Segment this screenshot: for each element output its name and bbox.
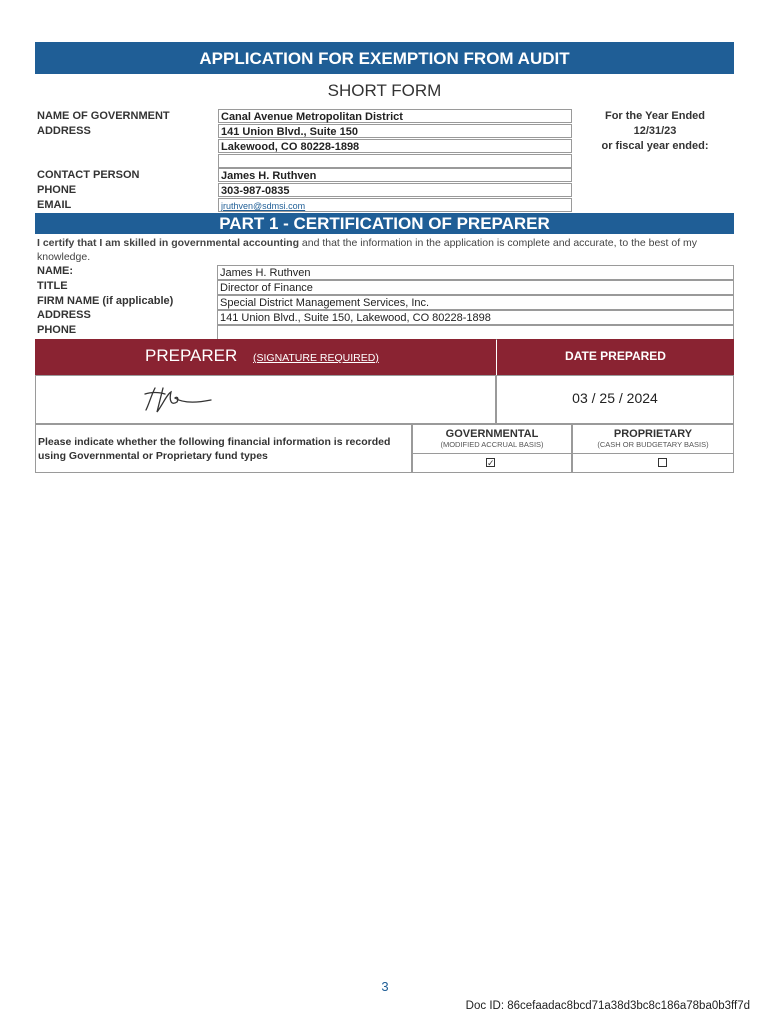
date-prepared-header (497, 339, 734, 375)
name-of-government-label: NAME OF GOVERNMENT (37, 110, 170, 122)
governmental-checkbox[interactable]: ✓ (487, 458, 495, 468)
preparer-phone-field[interactable] (217, 325, 734, 340)
signature-required-note: (SIGNATURE REQUIRED) (253, 352, 379, 364)
date-prepared-label: DATE PREPARED (565, 349, 666, 363)
preparer-signature-header (35, 339, 496, 375)
fiscal-year-alt-label: or fiscal year ended: (601, 140, 709, 152)
proprietary-checkbox[interactable] (658, 458, 667, 467)
fund-type-prompt-box (35, 424, 412, 473)
signature-box[interactable] (35, 375, 496, 424)
preparer-name-label: NAME: (37, 265, 74, 277)
date-prepared-value: 03 / 25 / 2024 (572, 390, 658, 406)
phone-label: PHONE (37, 184, 77, 196)
address-line1-field[interactable]: 141 Union Blvd., Suite 150 (218, 124, 572, 138)
preparer-title-field[interactable]: Director of Finance (217, 280, 734, 295)
form-title-bar (35, 42, 734, 74)
fiscal-year-label: For the Year Ended (604, 110, 706, 122)
certification-rest: and that the information in the application is complete and accurate, to the best of my knowledge. (37, 237, 698, 263)
fiscal-year-date: 12/31/23 (633, 125, 677, 137)
proprietary-sublabel: (CASH OR BUDGETARY BASIS) (597, 440, 709, 449)
blank-field[interactable] (218, 154, 572, 168)
proprietary-header (572, 424, 734, 454)
page-number: 3 (381, 979, 389, 994)
email-label: EMAIL (37, 199, 72, 211)
part1-title-bar (35, 213, 734, 234)
signature-image (141, 382, 221, 418)
part1-title: PART 1 - CERTIFICATION OF PREPARER (219, 214, 550, 233)
governmental-label: GOVERNMENTAL (445, 428, 539, 440)
certification-statement (37, 236, 734, 264)
governmental-header (412, 424, 572, 454)
fund-type-prompt: Please indicate whether the following financial information is recorded using Governmental or Proprietary fund types (38, 436, 391, 462)
form-subtitle: SHORT FORM (327, 81, 442, 100)
preparer-phone-label: PHONE (37, 324, 77, 336)
preparer-address-field[interactable]: 141 Union Blvd., Suite 150, Lakewood, CO 80228-1898 (217, 310, 734, 325)
certification-bold: I certify that I am skilled in governmental accounting (37, 237, 299, 249)
date-prepared-box[interactable] (496, 375, 734, 424)
governmental-sublabel: (MODIFIED ACCRUAL BASIS) (440, 440, 544, 449)
firm-name-label: FIRM NAME (if applicable) (37, 295, 174, 307)
phone-field[interactable]: 303-987-0835 (218, 183, 572, 197)
preparer-title-label: TITLE (37, 280, 68, 292)
address-label: ADDRESS (37, 125, 91, 137)
form-title: APPLICATION FOR EXEMPTION FROM AUDIT (199, 49, 570, 68)
firm-name-field[interactable]: Special District Management Services, Inc. (217, 295, 734, 310)
preparer-name-field[interactable]: James H. Ruthven (217, 265, 734, 280)
preparer-address-label: ADDRESS (37, 309, 91, 321)
address-line2-field[interactable]: Lakewood, CO 80228-1898 (218, 139, 572, 153)
contact-person-field[interactable]: James H. Ruthven (218, 168, 572, 182)
doc-id: Doc ID: 86cefaadac8bcd71a38d3bc8c186a78ba0b3ff7d (465, 1000, 750, 1012)
proprietary-label: PROPRIETARY (613, 428, 693, 440)
contact-person-label: CONTACT PERSON (37, 169, 140, 181)
governmental-check-cell (412, 453, 572, 473)
email-field[interactable]: jruthven@sdmsi.com (218, 198, 572, 212)
government-name-field[interactable]: Canal Avenue Metropolitan District (218, 109, 572, 123)
preparer-label: PREPARER (145, 346, 238, 365)
proprietary-check-cell (572, 453, 734, 473)
